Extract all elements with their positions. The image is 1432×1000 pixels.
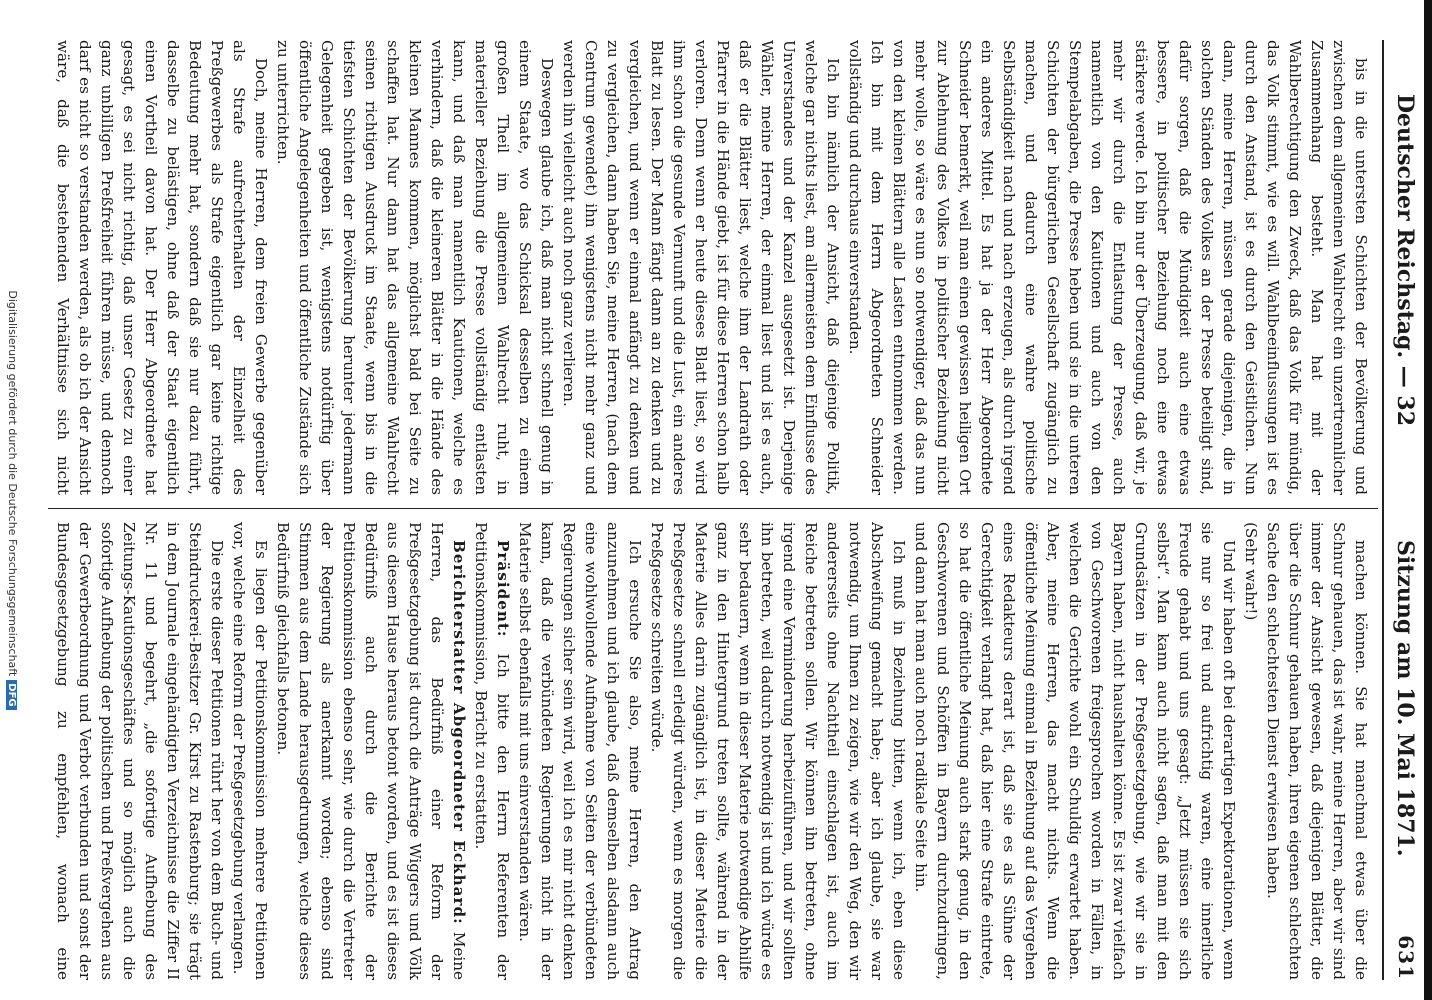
speech-text: Ich bitte den Herrn Referenten der Petitionskommission, Bericht zu erstatten. xyxy=(472,522,512,980)
digitization-credit xyxy=(6,0,19,1000)
paragraph: Ich bin nämlich der Ansicht, daß diejenige Politik, welche gar nichts liest, am allermeisten dem Einflusse des Unverstandes und der Kanzel ausgesetzt ist. Derjenige Wähler, meine Herren, der einmal liest und ist es auch, daß er die Blätter liest, welche ihm der Landrath oder Pfarrer in die Hände giebt, ist für diese Herren schon halb verloren. Denn wenn er heute dieses Blatt liest, so wird ihm schon die gesunde Vernunft und die Lust, ein anderes Blatt zu lesen. Der Mann fängt dann an zu denken und zu vergleichen, und wenn er einmal anfängt zu denken und zu vergleichen, dann haben Sie, meine Herren, (nach dem Centrum gewendet) ihn wenigstens nicht mehr ganz und werden ihn vielleicht auch noch ganz verlieren. xyxy=(560,40,842,495)
credit-text: Digitalisierung gefördert durch die Deutsche Forschungsgemeinschaft xyxy=(6,290,19,677)
speaker-paragraph xyxy=(272,522,470,980)
paragraph: machen können. Sie hat manchmal etwas über die Schnur gehauen, das ist wahr, meine Herren, aber wir sind immer der Ansicht gewesen, daß diejenigen Blätter, die über die Schnur gehauen haben, ihren eigenen schlechten Sache den schlechtesten Dienst erwiesen haben. xyxy=(1264,522,1370,980)
right-page-number: 631 xyxy=(1394,935,1418,980)
paragraph: bis in die untersten Schichten der Bevölkerung und zwischen dem allgemeinen Wahlrecht ein unzertrennlicher Zusammenhang besteht. Man hat mit der Wahlberechtigung den Zweck, daß das Volk für mündig, das Volk stimmt, wie es will. Wahlbeeinflussungen ist es durch den Anstand, ist es durch den Geistlichen. Nun dann, meine Herren, müssen gerade diejenigen, die in solchen Ständen des Volkes an der Presse beteiligt sind, dafür sorgen, daß die Mündigkeit auch eine etwas bessere, in politischer Beziehung noch eine etwas stärkere werde. Ich bin nur der Überzeugung, daß wir, je mehr wir durch die Entlastung der Presse, auch namentlich von den Kautionen und auch von den Stempelabgaben, die Presse heben und sie in die unteren Schichten der bürgerlichen Gesellschaft zugänglich zu machen, und dadurch eine wahre politische Selbständigkeit nach und nach erzeugen, als durch irgend ein anderes Mittel. Es hat ja der Herr Abgeordnete Schneider bemerkt, weil man einen gewissen heiligen Ort zur Ablehnung des Volkes in politischer Beziehung nicht mehr wolle, so wäre es nun so notwendiger, daß das nun von den kleinen Blättern alle Lasten entnommen werden. Ich bin mit dem Herrn Abgeordneten Schneider vollständig und durchaus einverstanden. xyxy=(846,40,1370,495)
left-column-text xyxy=(52,40,1372,495)
speaker-name: Präsident: xyxy=(494,540,512,638)
dfg-logo: DFG xyxy=(6,680,17,709)
column-divider xyxy=(48,508,1378,509)
header-rule xyxy=(1382,40,1384,980)
paragraph: Doch, meine Herren, dem freien Gewerbe gegenüber als Strafe aufrechterhalten der Einzelheit des Preßgewerbes als Strafe eigentlich gar keine richtige Bedeutung mehr hat, sondern daß sie nur dazu führt, dasselbe zu belästigen, ohne daß der Staat eigentlich einen Vortheil davon hat. Der Herr Abgeordnete hat gesagt, es sei nicht richtig, daß unser Gesetz zu einer ganz unbilligen Preßfreiheit führen müsse, und dennoch darf es nicht so verstanden werden, als ob ich der Ansicht wäre, daß die bestehenden Verhältnisse sich nicht xyxy=(54,40,270,495)
speech-text: Meine Herren, das Bedürfniß einer Reform der Preßgesetzgebung ist durch die Anträge Wiggers und Völk aus diesem Hause heraus betont worden, und es ist dieses Bedürfniß auch durch die Berichte der Petitionskommission ebenso sehr, wie durch die Vertreter der Regierung als anerkannt worden; ebenso sind Stimmen aus dem Lande herausgedrungen, welche dieses Bedürfniß gleichfalls betonen. xyxy=(274,522,468,980)
interjection: (Sehr wahr!) xyxy=(1242,522,1260,621)
paragraph: Deswegen glaube ich, daß man nicht schnell genug in einem Staate, wo das Schicksal desselben zu einem großen Theil im allgemeinen Wahlrecht ruht, in materieller Beziehung die Presse vollständig entlasten kann, und daß man namentlich Kautionen, welche es verhindern, daß die kleineren Blätter in die Hände des kleinen Mannes kommen, möglichst bald bei Seite zu schaffen hat. Nur dann hat das allgemeine Wahlrecht seinen richtigen Ausdruck im Staate, wenn bis in die tiefsten Schichten der Bevölkerung herunter jedermann Gelegenheit gegeben ist, wenigstens notdürftig über öffentliche Angelegenheiten und öffentliche Zustände sich zu unterrichten. xyxy=(274,40,556,495)
paragraph: Es liegen der Petitionskommission mehrere Petitionen vor, welche eine Reform der Preßgesetzgebung verlangen. xyxy=(230,522,270,980)
speaker-paragraph xyxy=(470,522,514,980)
speaker-name: Berichterstatter Abgeordneter Eckhard: xyxy=(450,540,468,925)
left-page-header: Deutscher Reichstag. — 32 xyxy=(1392,93,1418,427)
right-page-date-header: Sitzung am 10. Mai 1871. xyxy=(1392,540,1418,857)
paragraph: Die erste dieser Petitionen rührt her von dem Buch- und Steindruckerei-Besitzer Gr. Kirst zu Rastenburg; sie trägt in dem Journale eingehändigten Verzeichnisse die Ziffer II Nr. 11 und begehrt, „die sofortige Aufhebung des Zeitungs-Kautionsgeschäftes und so möglich auch die sofortige Aufhebung der politischen und Preßvergehen aus der Gewerbeordnung und Verbot verbunden und sonst der Bundesgesetzgebung zu empfehlen, wonach eine xyxy=(54,522,226,980)
right-column-text xyxy=(52,522,1372,980)
paragraph: Und wir haben oft bei derartigen Expektorationen, wenn sie nur so frei und aufrichtig waren, eine innerliche Freude gehabt und uns gesagt: „Jetzt müssen sie sich selbst“. Man kann auch nicht sagen, daß man mit den Grundsätzen in der Preßgesetzgebung, wie wir sie in Bayern haben, nicht haushalten könne. Es ist zwar vielfach von Geschworenen freigesprochen worden in Fällen, in welchen die Gerichte wohl ein Schuldig erwartet haben. Aber, meine Herren, das macht nichts. Wenn die öffentliche Meinung einmal in Beziehung auf das Vergehen eines Redakteurs derart ist, daß sie es als Sühne der Gerechtigkeit verlangt hat, daß hier eine Strafe eintrete, so hat die öffentliche Meinung auch stark genug, in den Geschworenen und Schöffen in Bayern durchzudringen, und dann hat man auch noch radikale Seite hin. xyxy=(912,522,1238,980)
paragraph: Ich ersuche Sie also, meine Herren, den Antrag anzunehmen und ich glaube, daß demselben alsdann auch eine wohlwollende Aufnahme von Seiten der verbündeten Regierungen sicher sein wird, weil ich es mir nicht denken kann, daß die verbündeten Regierungen nicht in der Materie selbst ebenfalls mit uns einverstanden wären. xyxy=(516,522,644,980)
scan-binding-edge xyxy=(1424,0,1432,1000)
paragraph: Ich muß in Beziehung bitten, wenn ich, eben diese Abschweifung gemacht habe; aber ich glaube, sie war notwendig, um Ihnen zu zeigen, wie wir den Weg, den wir andererseits ohne Nachtheil einschlagen ist, auch im Reiche betreten sollen. Wir können ihn betreten, ohne irgend eine Verminderung herbeizuführen, und wir sollten ihn betreten, weil dadurch notwendig ist und ich würde es sehr bedauern, wenn in dieser Materie notwendige Abhilfe ganz in den Hintergrund treten sollte, während in der Materie Alles darin zugänglich ist, in dieser Materie die Preßgesetze schnell erledigt würden, wenn es morgen die Preßgesetze schreiten würde. xyxy=(648,522,908,980)
